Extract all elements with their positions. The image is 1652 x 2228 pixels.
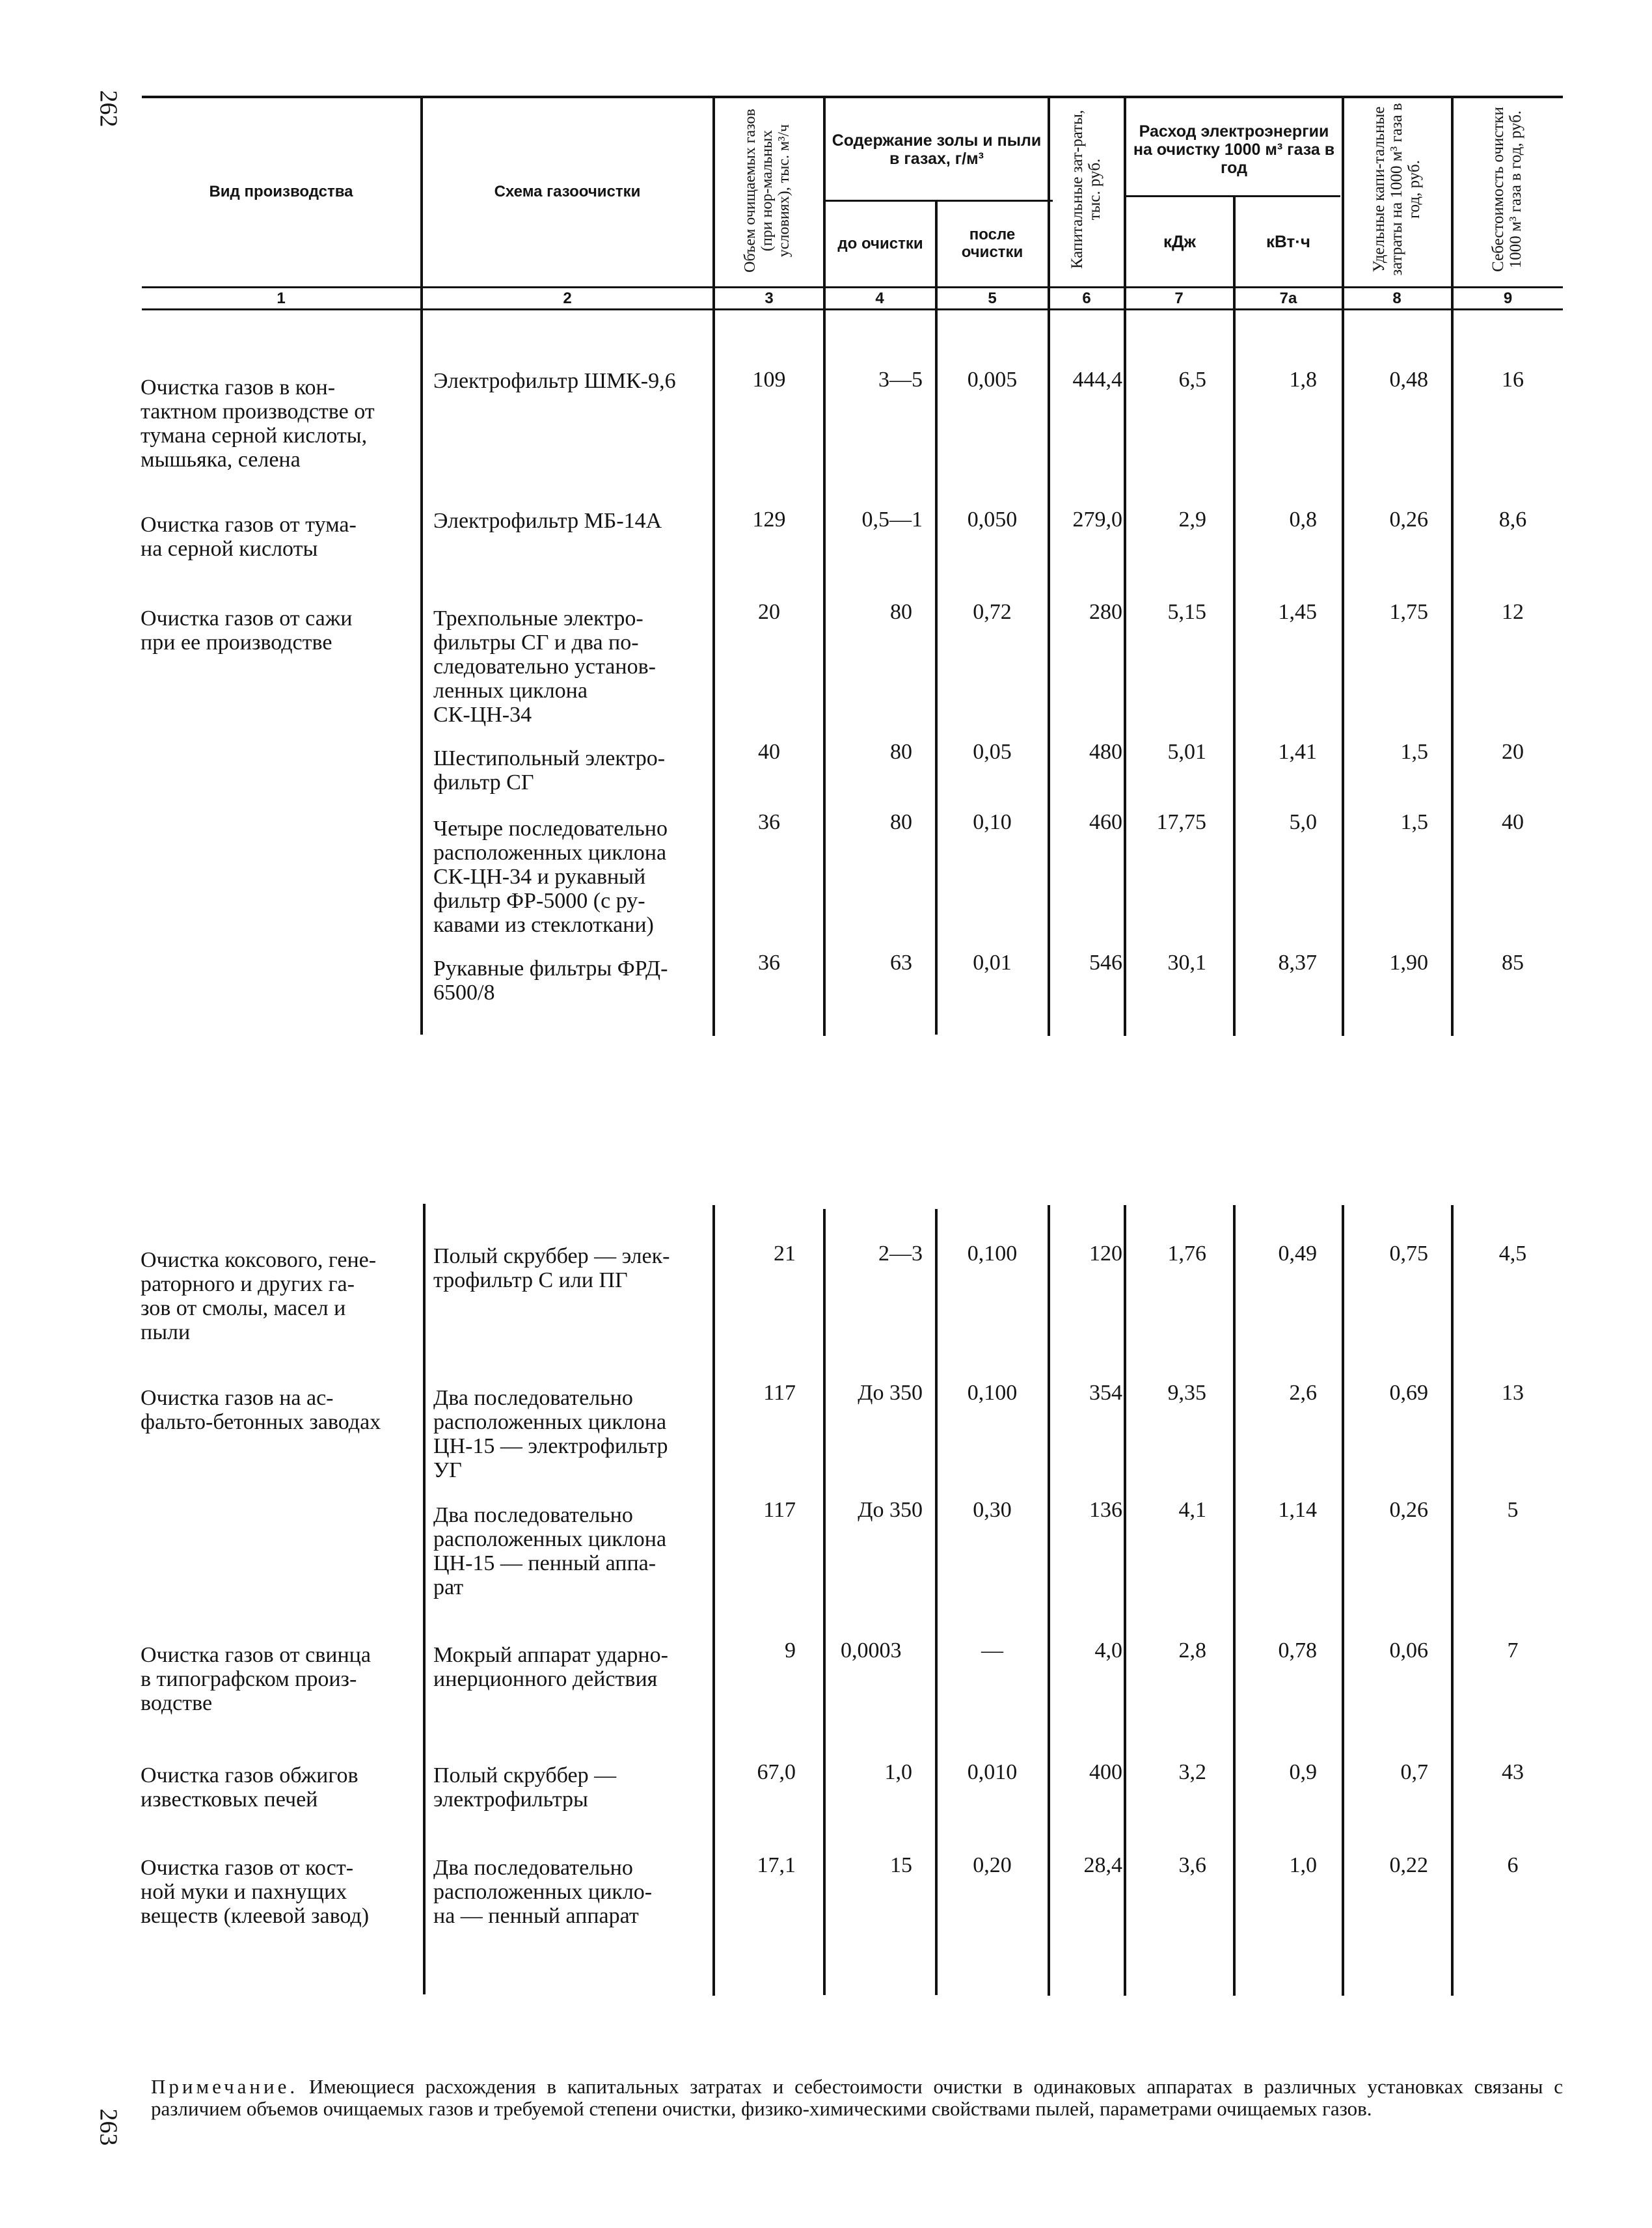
kj-cell: 5,15 xyxy=(1167,600,1206,624)
production-cell: Очистка газов обжигов известковых печей xyxy=(141,1763,359,1812)
volume-cell: 21 xyxy=(774,1242,796,1266)
after-cell: 0,10 xyxy=(973,810,1012,834)
capital-cell: 280 xyxy=(1089,600,1122,624)
specific-cell: 0,22 xyxy=(1389,1853,1428,1877)
production-cell: Очистка газов от свинца в типографском произ- водстве xyxy=(141,1643,371,1715)
volume-cell: 36 xyxy=(758,810,780,834)
capital-cell: 28,4 xyxy=(1083,1853,1122,1877)
after-cell: 0,72 xyxy=(973,600,1012,624)
after-cell: 0,010 xyxy=(967,1760,1018,1784)
specific-cell: 0,7 xyxy=(1400,1760,1428,1784)
volume-cell: 129 xyxy=(752,508,786,532)
volume-cell: 20 xyxy=(758,600,780,624)
column-number: 6 xyxy=(1082,290,1091,307)
kwh-cell: 5,0 xyxy=(1289,810,1317,834)
scheme-cell: Полый скруббер — элек- трофильтр С или ПГ xyxy=(433,1244,670,1292)
kj-cell: 30,1 xyxy=(1167,951,1206,975)
table-note xyxy=(151,2076,1563,2120)
header-kwh: кВт·ч xyxy=(1266,231,1310,251)
capital-cell: 279,0 xyxy=(1072,508,1122,532)
scheme-cell: Шестипольный электро- фильтр СГ xyxy=(433,746,666,795)
capital-cell: 444,4 xyxy=(1072,368,1122,392)
kj-cell: 2,9 xyxy=(1178,508,1206,532)
scheme-cell: Рукавные фильтры ФРД- 6500/8 xyxy=(433,957,668,1005)
kwh-cell: 0,9 xyxy=(1289,1760,1317,1784)
volume-cell: 117 xyxy=(763,1381,796,1405)
note-text: Имеющиеся расхождения в капитальных затратах и себестоимости очистки в одинаковых аппаратах в различных установках связаны с различием объемов очищаемых газов и требуемой степени очистки, физико-химическими свойствами пылей, параметрами очищаемых газов. xyxy=(151,2075,1564,2120)
column-number: 4 xyxy=(875,290,884,307)
before-cell: 80 xyxy=(890,600,912,624)
column-number: 2 xyxy=(563,290,572,307)
production-cell: Очистка газов от кост- ной муки и пахнущих веществ (клеевой завод) xyxy=(141,1856,370,1928)
page-number-top: 262 xyxy=(94,90,122,128)
before-cell: 1,0 xyxy=(884,1760,912,1784)
specific-cell: 1,90 xyxy=(1389,951,1428,975)
before-cell: До 350 xyxy=(858,1498,923,1522)
scheme-cell: Два последовательно расположенных циклона ЦН-15 — пенный аппа- рат xyxy=(433,1503,667,1599)
kwh-cell: 1,8 xyxy=(1289,368,1317,392)
kj-cell: 4,1 xyxy=(1178,1498,1206,1522)
before-cell: 80 xyxy=(890,810,912,834)
volume-cell: 109 xyxy=(752,368,786,392)
before-cell: 0,5—1 xyxy=(861,508,923,532)
specific-cell: 0,69 xyxy=(1389,1381,1428,1405)
kj-cell: 17,75 xyxy=(1156,810,1206,834)
column-number: 3 xyxy=(765,290,774,307)
scheme-cell: Два последовательно расположенных цикло- на — пенный аппарат xyxy=(433,1856,653,1928)
volume-cell: 117 xyxy=(763,1498,796,1522)
column-number: 8 xyxy=(1392,290,1401,307)
before-cell: 63 xyxy=(890,951,912,975)
after-cell: — xyxy=(981,1638,1003,1663)
volume-cell: 40 xyxy=(758,740,780,764)
after-cell: 0,01 xyxy=(973,951,1012,975)
before-cell: 80 xyxy=(890,740,912,764)
after-cell: 0,100 xyxy=(967,1242,1018,1266)
after-cell: 0,050 xyxy=(967,508,1018,532)
production-cell: Очистка коксового, гене- раторного и других га- зов от смолы, масел и пыли xyxy=(141,1248,377,1344)
kj-cell: 3,2 xyxy=(1178,1760,1206,1784)
page-number-bottom: 263 xyxy=(94,2108,122,2146)
specific-cell: 0,06 xyxy=(1389,1638,1428,1663)
kj-cell: 6,5 xyxy=(1178,368,1206,392)
specific-cell: 0,75 xyxy=(1389,1242,1428,1266)
cost-cell: 6 xyxy=(1507,1853,1519,1877)
capital-cell: 4,0 xyxy=(1094,1638,1122,1663)
capital-cell: 136 xyxy=(1089,1498,1122,1522)
header-before: до очистки xyxy=(837,234,923,252)
header-after: после очистки xyxy=(961,226,1023,261)
before-cell: 3—5 xyxy=(878,368,923,392)
kwh-cell: 2,6 xyxy=(1289,1381,1317,1405)
header-capital: Капитальные зат-раты, тыс. руб. xyxy=(1068,109,1104,269)
kwh-cell: 8,37 xyxy=(1278,951,1317,975)
header-cost: Себестоимость очистки 1000 м³ газа в год, руб. xyxy=(1489,107,1524,272)
cost-cell: 40 xyxy=(1502,810,1524,834)
header-production: Вид производства xyxy=(209,183,353,201)
specific-cell: 0,26 xyxy=(1389,1498,1428,1522)
before-cell: 0,0003 xyxy=(841,1638,902,1663)
kj-cell: 2,8 xyxy=(1178,1638,1206,1663)
header-specific: Удельные капи-тальные затраты на 1000 м³ газа в год, руб. xyxy=(1370,103,1423,276)
scheme-cell: Мокрый аппарат ударно- инерционного действия xyxy=(433,1643,668,1691)
specific-cell: 0,48 xyxy=(1389,368,1428,392)
cost-cell: 13 xyxy=(1502,1381,1524,1405)
note-label: Примечание. xyxy=(151,2075,299,2098)
before-cell: 2—3 xyxy=(878,1242,923,1266)
cost-cell: 85 xyxy=(1502,951,1524,975)
specific-cell: 0,26 xyxy=(1389,508,1428,532)
column-number: 9 xyxy=(1503,290,1513,307)
scheme-cell: Полый скруббер — электрофильтры xyxy=(433,1763,617,1812)
capital-cell: 460 xyxy=(1089,810,1122,834)
capital-cell: 400 xyxy=(1089,1760,1122,1784)
column-number: 7а xyxy=(1279,290,1297,307)
after-cell: 0,05 xyxy=(973,740,1012,764)
capital-cell: 480 xyxy=(1089,740,1122,764)
after-cell: 0,30 xyxy=(973,1498,1012,1522)
scheme-cell: Электрофильтр ШМК-9,6 xyxy=(433,369,676,393)
production-cell: Очистка газов от сажи при ее производстве xyxy=(141,606,353,655)
kwh-cell: 1,0 xyxy=(1289,1853,1317,1877)
cost-cell: 43 xyxy=(1502,1760,1524,1784)
volume-cell: 17,1 xyxy=(757,1853,796,1877)
header-volume: Объем очищаемых газов (при нор-мальных условиях), тыс. м³/ч xyxy=(742,109,792,273)
specific-cell: 1,75 xyxy=(1389,600,1428,624)
cost-cell: 4,5 xyxy=(1498,1242,1527,1266)
kj-cell: 9,35 xyxy=(1167,1381,1206,1405)
before-cell: До 350 xyxy=(858,1381,923,1405)
column-number: 5 xyxy=(988,290,997,307)
kwh-cell: 1,14 xyxy=(1278,1498,1317,1522)
volume-cell: 67,0 xyxy=(757,1760,796,1784)
cost-cell: 7 xyxy=(1507,1638,1519,1663)
production-cell: Очистка газов от тума- на серной кислоты xyxy=(141,513,357,561)
header-kj: кДж xyxy=(1163,231,1196,251)
kj-cell: 3,6 xyxy=(1178,1853,1206,1877)
after-cell: 0,005 xyxy=(967,368,1018,392)
volume-cell: 9 xyxy=(785,1638,796,1663)
scheme-cell: Трехпольные электро- фильтры СГ и два по- следовательно установ- ленных циклона СК-ЦН-34 xyxy=(433,606,656,727)
capital-cell: 546 xyxy=(1089,951,1122,975)
header-energy-group: Расход электроэнергии на очистку 1000 м³ газа в год xyxy=(1133,122,1335,177)
header-scheme: Схема газоочистки xyxy=(494,183,641,201)
after-cell: 0,20 xyxy=(973,1853,1012,1877)
scheme-cell: Четыре последовательно расположенных циклона СК-ЦН-34 и рукавный фильтр ФР-5000 (с ру- кавами из стеклоткани) xyxy=(433,817,668,937)
kwh-cell: 0,78 xyxy=(1278,1638,1317,1663)
column-number: 7 xyxy=(1174,290,1184,307)
kwh-cell: 0,8 xyxy=(1289,508,1317,532)
capital-cell: 120 xyxy=(1089,1242,1122,1266)
kj-cell: 5,01 xyxy=(1167,740,1206,764)
cost-cell: 8,6 xyxy=(1498,508,1527,532)
specific-cell: 1,5 xyxy=(1400,740,1428,764)
production-cell: Очистка газов в кон- тактном производстве от тумана серной кислоты, мышьяка, селена xyxy=(141,375,375,472)
column-number: 1 xyxy=(277,290,286,307)
capital-cell: 354 xyxy=(1089,1381,1122,1405)
specific-cell: 1,5 xyxy=(1400,810,1428,834)
kj-cell: 1,76 xyxy=(1167,1242,1206,1266)
scheme-cell: Электрофильтр МБ-14А xyxy=(433,509,662,533)
volume-cell: 36 xyxy=(758,951,780,975)
kwh-cell: 1,41 xyxy=(1278,740,1317,764)
before-cell: 15 xyxy=(890,1853,912,1877)
header-dust-group: Содержание золы и пыли в газах, г/м³ xyxy=(832,131,1042,168)
cost-cell: 5 xyxy=(1507,1498,1519,1522)
kwh-cell: 0,49 xyxy=(1278,1242,1317,1266)
cost-cell: 20 xyxy=(1502,740,1524,764)
cost-cell: 12 xyxy=(1502,600,1524,624)
scheme-cell: Два последовательно расположенных циклона ЦН-15 — электрофильтр УГ xyxy=(433,1386,668,1482)
after-cell: 0,100 xyxy=(967,1381,1018,1405)
kwh-cell: 1,45 xyxy=(1278,600,1317,624)
cost-cell: 16 xyxy=(1502,368,1524,392)
production-cell: Очистка газов на ас- фальто-бетонных заводах xyxy=(141,1386,381,1434)
